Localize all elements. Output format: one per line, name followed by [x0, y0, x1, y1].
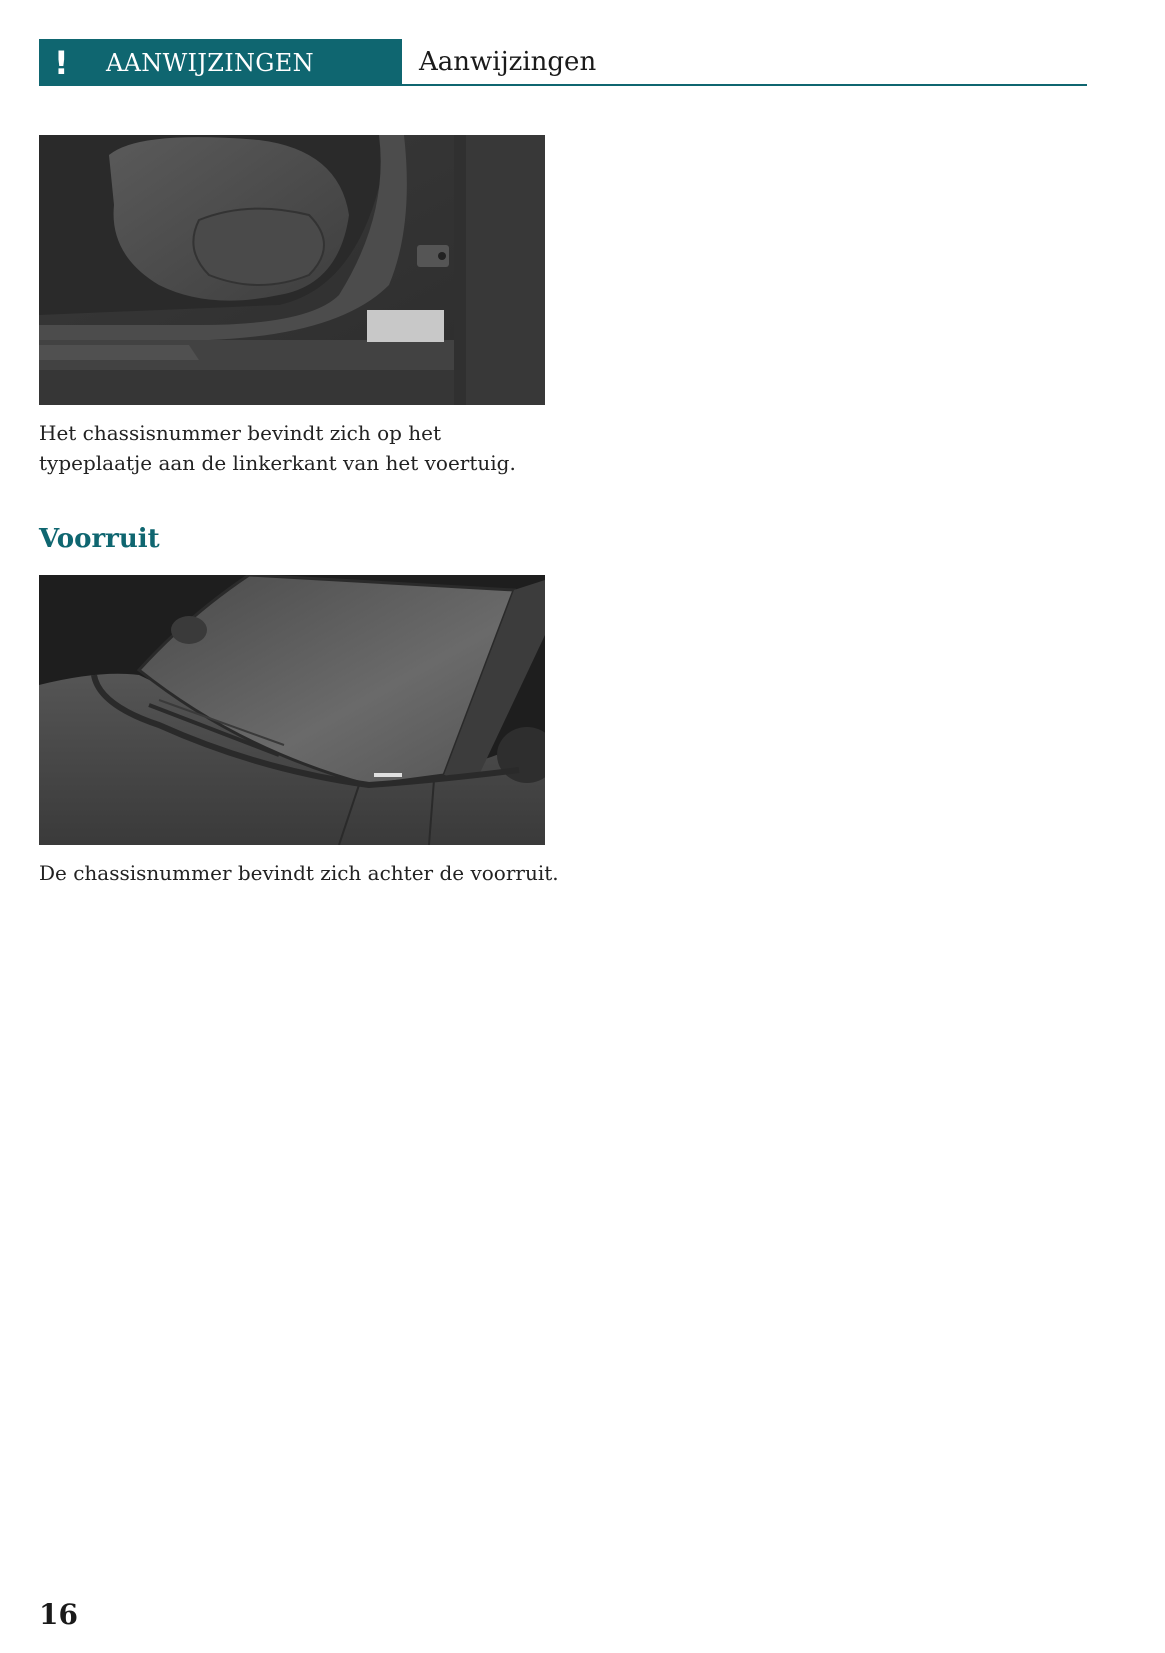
- page-number: 16: [39, 1598, 78, 1631]
- caption-type-plate: Het chassisnummer bevindt zich op het typeplaatje aan de linkerkant van het voertuig.: [39, 421, 516, 475]
- type-plate-illustration: [39, 135, 545, 405]
- section-heading-voorruit: Voorruit: [39, 524, 160, 554]
- section-label: AANWIJZINGEN: [106, 48, 314, 77]
- caption-windshield: De chassisnummer bevindt zich achter de voorruit.: [39, 861, 559, 885]
- header-rule: [402, 84, 1087, 86]
- windshield-illustration: [39, 575, 545, 845]
- exclamation-icon: !: [54, 43, 69, 82]
- page-title: Aanwijzingen: [419, 47, 597, 77]
- section-tab: [39, 39, 402, 86]
